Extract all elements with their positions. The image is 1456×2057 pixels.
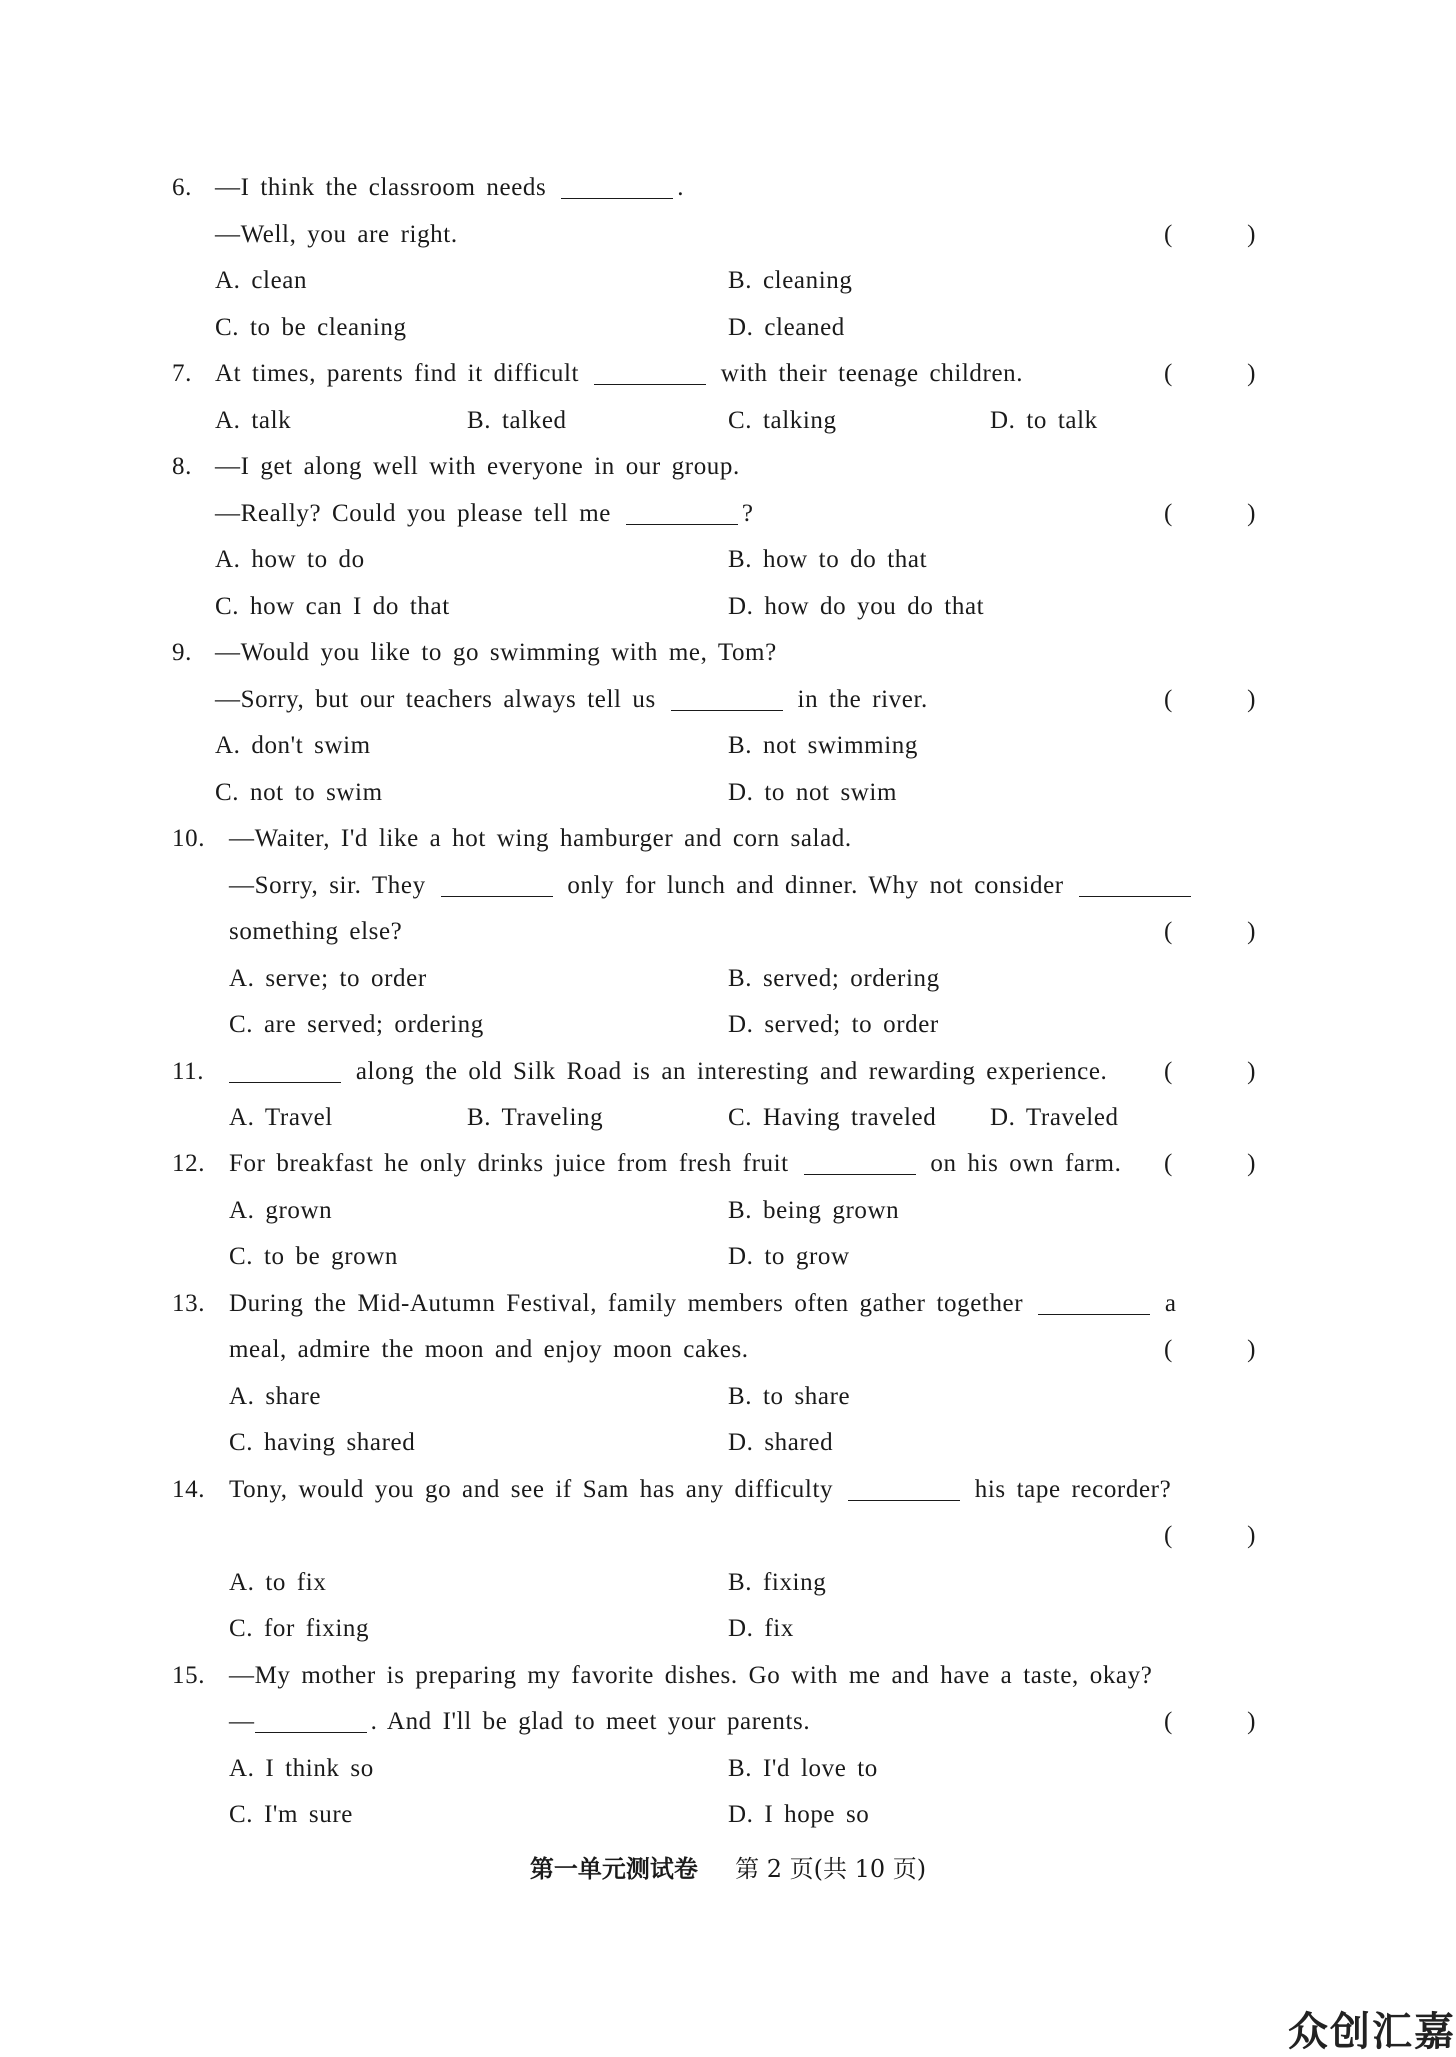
option-c: C. for fixing xyxy=(229,1615,370,1642)
question-text: —Sorry, sir. They xyxy=(229,872,437,899)
option-b: B. being grown xyxy=(728,1197,900,1224)
question-text: with their teenage children. xyxy=(709,360,1024,387)
question-text: something else? xyxy=(229,918,403,945)
question-number: 14. xyxy=(172,1476,206,1503)
answer-blank xyxy=(1079,870,1191,897)
question-text: a xyxy=(1154,1290,1177,1317)
option-a: A. grown xyxy=(229,1197,333,1224)
option-b: B. served; ordering xyxy=(728,965,940,992)
option-d: D. shared xyxy=(728,1429,834,1456)
option-b: B. fixing xyxy=(728,1569,827,1596)
option-d: D. cleaned xyxy=(728,314,845,341)
option-d: D. to talk xyxy=(990,407,1098,434)
question-number: 10. xyxy=(172,825,206,852)
option-c: C. having shared xyxy=(229,1429,416,1456)
watermark-logo: 众创汇嘉 xyxy=(1288,2009,1456,2055)
option-d: D. how do you do that xyxy=(728,593,985,620)
question-text: —I think the classroom needs xyxy=(215,174,558,201)
option-a: A. serve; to order xyxy=(229,965,427,992)
answer-blank xyxy=(441,870,553,897)
question-text: —Would you like to go swimming with me, Tom? xyxy=(215,639,777,666)
question-text: —Sorry, but our teachers always tell us xyxy=(215,686,667,713)
question-text: Tony, would you go and see if Sam has any difficulty xyxy=(229,1476,844,1503)
question-text: his tape recorder? xyxy=(963,1476,1172,1503)
answer-blank xyxy=(255,1706,367,1733)
question-text: meal, admire the moon and enjoy moon cakes. xyxy=(229,1336,749,1363)
option-c: C. are served; ordering xyxy=(229,1011,484,1038)
answer-blank xyxy=(848,1474,960,1501)
option-d: D. served; to order xyxy=(728,1011,939,1038)
exam-page: 6. —I think the classroom needs . —Well, you are right. ( ) A. clean B. cleaning C. to be cleaning D. cleaned 7. At times, parents find it difficult with their teenage children. ( ) A. talk B. talked C. talking D. to talk 8. —I get along well with everyone in our group. —Really? Could you please tell me ? ( ) A. how to do B. how to do that C. how can I do that D. how do you do that 9. —Would you like to go swimming with me, Tom? —Sorry, but our teachers always tell us in the river. ( ) A. don't swim B. not swimming C. not to swim D. to not swim 10. —Waiter, I'd like a hot wing hamburger and corn salad. —Sorry, sir. They only for lunch and dinner. Why not consider something else? ( ) A. serve; to order B. served; ordering C. are served; ordering D. served; to order 11. along the old Silk Road is an interesting and rewarding experience. ( ) A. Travel B. Traveling C. Having traveled D. Traveled 12. For breakfast he only drinks juice from fresh fruit on his own farm. ( ) A. grown B. being grown C. to be grown D. to grow 13. During the Mid-Autumn Festival, family members often gather together a meal, admire the moon and enjoy moon cakes. ( ) A. share B. to share C. having shared D. shared 14. Tony, would you go and see if Sam has any difficulty his tape recorder? ( ) A. to fix B. fixing C. for fixing D. fix 15. —My mother is preparing my favorite dishes. Go with me and have a taste, okay? — . And I'll be glad to meet your parents. ( ) A. I think so B. I'd love to C. I'm sure D. I hope so 第一单元测试卷 第 2 页(共 10 页) 众创汇嘉 xyxy=(0,0,1456,2047)
answer-blank xyxy=(671,684,783,711)
question-number: 13. xyxy=(172,1290,206,1317)
option-a: A. how to do xyxy=(215,546,365,573)
question-text: —I get along well with everyone in our group. xyxy=(215,453,740,480)
question-number: 11. xyxy=(172,1058,205,1085)
question-number: 8. xyxy=(172,453,192,480)
answer-blank xyxy=(561,172,673,199)
option-a: A. clean xyxy=(215,267,308,294)
option-a: A. I think so xyxy=(229,1755,374,1782)
question-text: in the river. xyxy=(786,686,928,713)
option-b: B. I'd love to xyxy=(728,1755,878,1782)
answer-blank xyxy=(594,358,706,385)
option-d: D. Traveled xyxy=(990,1104,1119,1131)
option-b: B. to share xyxy=(728,1383,851,1410)
question-number: 6. xyxy=(172,174,192,201)
question-text: on his own farm. xyxy=(919,1150,1122,1177)
page-footer xyxy=(0,1846,1456,1892)
question-number: 9. xyxy=(172,639,192,666)
option-d: D. fix xyxy=(728,1615,794,1642)
question-text: —My mother is preparing my favorite dishes. Go with me and have a taste, okay? xyxy=(229,1662,1153,1689)
option-b: B. talked xyxy=(467,407,567,434)
question-number: 7. xyxy=(172,360,192,387)
question-number: 12. xyxy=(172,1150,206,1177)
option-c: C. to be cleaning xyxy=(215,314,407,341)
option-b: B. how to do that xyxy=(728,546,928,573)
answer-blank xyxy=(626,498,738,525)
option-c: C. Having traveled xyxy=(728,1104,937,1131)
option-a: A. talk xyxy=(215,407,292,434)
option-c: C. not to swim xyxy=(215,779,383,806)
question-text: — xyxy=(229,1708,255,1735)
option-a: A. don't swim xyxy=(215,732,371,759)
question-number: 15. xyxy=(172,1662,206,1689)
question-text: For breakfast he only drinks juice from fresh fruit xyxy=(229,1150,800,1177)
option-b: B. cleaning xyxy=(728,267,853,294)
option-a: A. to fix xyxy=(229,1569,327,1596)
question-text: along the old Silk Road is an interesting and rewarding experience. xyxy=(345,1058,1108,1085)
option-a: A. Travel xyxy=(229,1104,333,1131)
option-d: D. to grow xyxy=(728,1243,850,1270)
question-text: —Well, you are right. xyxy=(215,221,458,248)
question-text: At times, parents find it difficult xyxy=(215,360,590,387)
answer-blank xyxy=(229,1056,341,1083)
option-c: C. to be grown xyxy=(229,1243,398,1270)
footer-title: 第一单元测试卷 xyxy=(529,1854,698,1883)
option-c: C. how can I do that xyxy=(215,593,450,620)
question-text: . And I'll be glad to meet your parents. xyxy=(370,1708,811,1735)
option-c: C. talking xyxy=(728,407,837,434)
option-d: D. I hope so xyxy=(728,1801,870,1828)
answer-blank xyxy=(804,1148,916,1175)
page-number: 第 2 页(共 10 页) xyxy=(735,1855,927,1883)
punctuation: . xyxy=(677,174,685,201)
option-d: D. to not swim xyxy=(728,779,898,806)
question-text: —Really? Could you please tell me xyxy=(215,500,622,527)
option-b: B. not swimming xyxy=(728,732,918,759)
option-a: A. share xyxy=(229,1383,322,1410)
answer-blank xyxy=(1038,1288,1150,1315)
question-text: ? xyxy=(741,500,754,527)
question-text: only for lunch and dinner. Why not consider xyxy=(556,872,1075,899)
option-b: B. Traveling xyxy=(467,1104,604,1131)
question-text: —Waiter, I'd like a hot wing hamburger and corn salad. xyxy=(229,825,852,852)
question-text: During the Mid-Autumn Festival, family members often gather together xyxy=(229,1290,1035,1317)
option-c: C. I'm sure xyxy=(229,1801,353,1828)
